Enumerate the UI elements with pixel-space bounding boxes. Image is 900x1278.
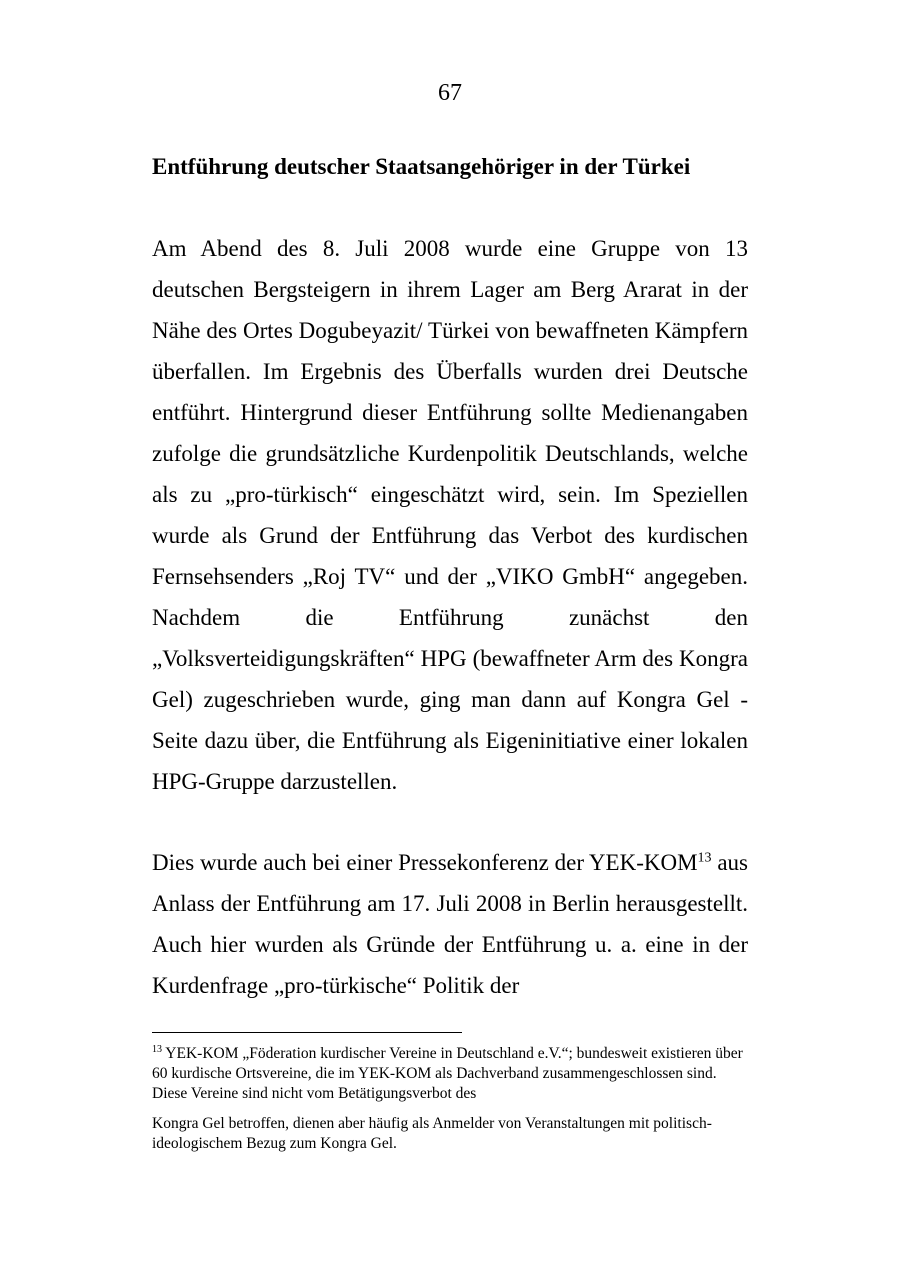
footnote-text-2: Kongra Gel betroffen, dienen aber häufig als Anmelder von Veranstaltungen mit politisch-ideologischem Bezug zum Kongra Gel. [152,1115,712,1152]
paragraph-2-text-end: aus Anlass der Entführung am 17. Juli 2008 in Berlin herausgestellt. Auch hier wurden als Gründe der Entführung u. a. eine in der Kurdenfrage „pro-türkische“ Politik der [152,850,748,998]
body-paragraph-2 [152,842,748,1006]
body-paragraph-1: Am Abend des 8. Juli 2008 wurde eine Gruppe von 13 deutschen Bergsteigern in ihrem Lager am Berg Ararat in der Nähe des Ortes Dogubeyazit/ Türkei von bewaffneten Kämpfern überfallen. Im Ergebnis des Überfalls wurden drei Deutsche entführt. Hintergrund dieser Entführung sollte Medienangaben zufolge die grundsätzliche Kurdenpolitik Deutschlands, welche als zu „pro-türkisch“ eingeschätzt wird, sein. Im Speziellen wurde als Grund der Entführung das Verbot des kurdischen Fernsehsenders „Roj TV“ und der „VIKO GmbH“ angegeben. Nachdem die Entführung zunächst den „Volksverteidigungskräften“ HPG (bewaffneter Arm des Kongra Gel) zugeschrieben wurde, ging man dann auf Kongra Gel -Seite dazu über, die Entführung als Eigeninitiative einer lokalen HPG-Gruppe darzustellen. [152,236,748,794]
footnote-divider [152,1032,462,1033]
footnote-reference: 13 [697,850,712,866]
footnote-number: 13 [152,1043,162,1055]
footnote [152,1044,752,1154]
page-number: 67 [438,80,462,106]
footnote-text-1: YEK-KOM „Föderation kurdischer Vereine in Deutschland e.V.“; bundesweit existieren über 60 kurdische Ortsvereine, die im YEK-KOM als Dachverband zusammengeschlossen sind. Diese Vereine sind nicht vom Betätigungsverbot des [152,1045,743,1102]
section-heading: Entführung deutscher Staatsangehöriger in der Türkei [152,154,691,179]
paragraph-2-text-start: Dies wurde auch bei einer Pressekonferenz der YEK-KOM [152,850,698,875]
